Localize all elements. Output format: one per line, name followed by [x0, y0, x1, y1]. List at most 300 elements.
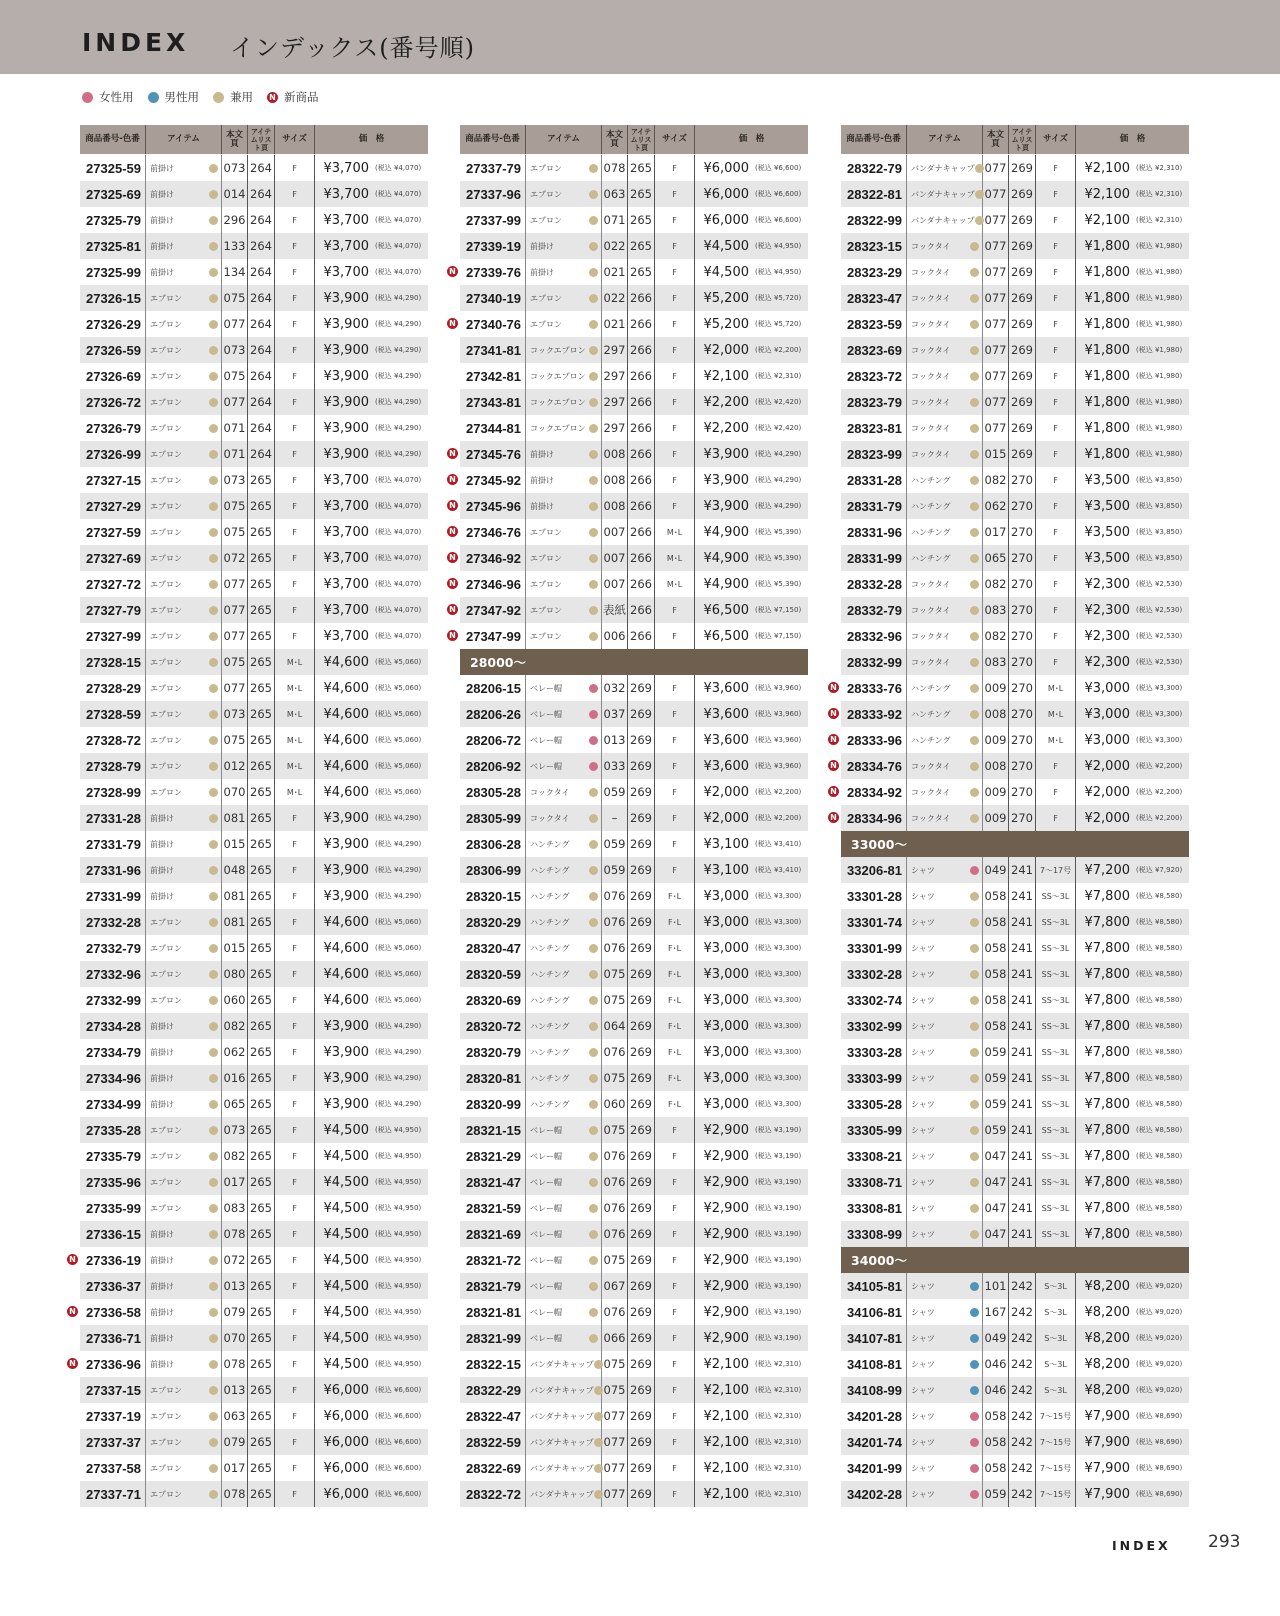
size-cell: F: [275, 155, 315, 181]
price-with-tax: (税込 ¥4,290): [375, 346, 422, 354]
item-cell: [146, 285, 222, 311]
price-cell: [315, 857, 428, 883]
price: ¥6,000: [323, 1460, 369, 1476]
list-page-cell: 269: [1009, 207, 1036, 233]
size-cell: F: [655, 1195, 695, 1221]
product-number: 28306-99: [460, 857, 526, 883]
item-cell: [146, 1143, 222, 1169]
item-name: 前掛け: [150, 1359, 174, 1369]
item-name: ベレー帽: [530, 1333, 562, 1343]
price: ¥2,100: [1084, 212, 1130, 228]
header-product-number: 商品番号-色番: [841, 125, 907, 154]
item-name: エプロン: [150, 917, 182, 927]
price-cell: [695, 1013, 808, 1039]
product-number: 27337-58: [80, 1455, 146, 1481]
product-number: 27334-96: [80, 1065, 146, 1091]
price-with-tax: (税込 ¥4,950): [375, 1308, 422, 1316]
unisex-dot-icon: [589, 632, 598, 641]
price: ¥4,500: [323, 1356, 369, 1372]
table-row: [841, 233, 1189, 259]
unisex-dot-icon: [209, 1204, 218, 1213]
price-with-tax: (税込 ¥2,200): [1136, 814, 1183, 822]
price-cell: [1076, 1143, 1189, 1169]
price-with-tax: (税込 ¥9,020): [1136, 1334, 1183, 1342]
item-name: バンダナキャップ: [911, 189, 975, 199]
product-number: 28320-69: [460, 987, 526, 1013]
price-with-tax: (税込 ¥4,950): [375, 1126, 422, 1134]
item-cell: [146, 545, 222, 571]
item-cell: [907, 467, 983, 493]
price: ¥4,500: [323, 1304, 369, 1320]
price-with-tax: (税込 ¥4,290): [375, 424, 422, 432]
unisex-dot-icon: [209, 1022, 218, 1031]
unisex-dot-icon: [209, 1438, 218, 1447]
page-number-cell: 059: [983, 1091, 1009, 1117]
item-cell: [907, 441, 983, 467]
item-name: ハンチング: [530, 891, 570, 901]
item-name: ベレー帽: [530, 1125, 562, 1135]
item-name: エプロン: [150, 1385, 182, 1395]
item-cell: [146, 961, 222, 987]
list-page-cell: 269: [628, 1169, 655, 1195]
list-page-cell: 265: [248, 519, 275, 545]
item-cell: [907, 857, 983, 883]
list-page-cell: 269: [1009, 155, 1036, 181]
unisex-dot-icon: [209, 372, 218, 381]
product-number: 33305-28: [841, 1091, 907, 1117]
page-number: 293: [1208, 1532, 1241, 1552]
list-page-cell: 269: [1009, 181, 1036, 207]
product-number: 27328-79: [80, 753, 146, 779]
item-name: ハンチング: [911, 553, 951, 563]
item-cell: [526, 1377, 602, 1403]
item-name: ベレー帽: [530, 1151, 562, 1161]
product-number: 28333-92: [841, 701, 907, 727]
size-cell: F: [1036, 805, 1076, 831]
price-cell: [695, 1299, 808, 1325]
size-cell: SS～3L: [1036, 1195, 1076, 1221]
item-cell: [146, 233, 222, 259]
product-number: 28332-79: [841, 597, 907, 623]
list-page-cell: 270: [1009, 779, 1036, 805]
size-cell: 7～15号: [1036, 1481, 1076, 1507]
size-cell: F: [1036, 415, 1076, 441]
price: ¥2,100: [703, 1382, 749, 1398]
list-page-cell: 265: [248, 1091, 275, 1117]
price-with-tax: (税込 ¥3,190): [755, 1256, 802, 1264]
item-name: ベレー帽: [530, 1229, 562, 1239]
product-number: 28305-28: [460, 779, 526, 805]
list-page-cell: 270: [1009, 753, 1036, 779]
page-number-cell: 008: [602, 441, 628, 467]
price: ¥3,700: [323, 212, 369, 228]
price: ¥4,500: [703, 238, 749, 254]
size-cell: M･L: [275, 727, 315, 753]
list-page-cell: 241: [1009, 961, 1036, 987]
list-page-cell: 269: [628, 1377, 655, 1403]
table-row: [841, 155, 1189, 181]
unisex-dot-icon: [209, 970, 218, 979]
price: ¥2,900: [703, 1304, 749, 1320]
size-cell: F: [655, 441, 695, 467]
item-cell: [146, 1299, 222, 1325]
price: ¥4,600: [323, 966, 369, 982]
price: ¥2,000: [1084, 758, 1130, 774]
size-cell: F: [275, 1039, 315, 1065]
size-cell: F: [655, 1221, 695, 1247]
size-cell: F: [275, 1273, 315, 1299]
item-cell: [146, 675, 222, 701]
price: ¥4,600: [323, 914, 369, 930]
page-number-cell: 062: [983, 493, 1009, 519]
price-cell: [315, 181, 428, 207]
unisex-dot-icon: [970, 554, 979, 563]
table-row: [841, 623, 1189, 649]
unisex-dot-icon: [589, 1204, 598, 1213]
item-name: コックタイ: [530, 813, 570, 823]
table-row: [80, 1169, 428, 1195]
item-name: シャツ: [911, 995, 935, 1005]
price-cell: [1076, 1481, 1189, 1507]
table-row: [460, 1091, 808, 1117]
price-cell: [315, 779, 428, 805]
page-number-cell: 059: [602, 831, 628, 857]
item-name: シャツ: [911, 1151, 935, 1161]
item-cell: [907, 909, 983, 935]
price-with-tax: (税込 ¥5,060): [375, 944, 422, 952]
table-header: [460, 125, 808, 154]
product-number: 27345-96: [460, 493, 526, 519]
product-number: 27336-19: [80, 1247, 146, 1273]
page-number-cell: 067: [602, 1273, 628, 1299]
size-cell: F: [275, 285, 315, 311]
item-name: コックタイ: [911, 579, 951, 589]
item-name: コックタイ: [911, 345, 951, 355]
price-with-tax: (税込 ¥3,850): [1136, 554, 1183, 562]
unisex-dot-icon: [209, 216, 218, 225]
price-cell: [1076, 207, 1189, 233]
new-badge-icon: N: [828, 734, 839, 745]
product-number: 28305-99: [460, 805, 526, 831]
item-cell: [146, 727, 222, 753]
size-cell: F: [655, 1481, 695, 1507]
unisex-dot-icon: [970, 528, 979, 537]
price-with-tax: (税込 ¥1,980): [1136, 320, 1183, 328]
price: ¥2,200: [703, 394, 749, 410]
table-row: [80, 1091, 428, 1117]
page-number-cell: 167: [983, 1299, 1009, 1325]
table-row: [449, 467, 808, 493]
size-cell: M･L: [1036, 727, 1076, 753]
product-number: 28322-81: [841, 181, 907, 207]
women-dot-icon: [82, 92, 93, 103]
price: ¥3,600: [703, 758, 749, 774]
price: ¥3,000: [703, 888, 749, 904]
page-number-cell: 059: [983, 1039, 1009, 1065]
item-name: エプロン: [530, 163, 562, 173]
product-number: 28331-96: [841, 519, 907, 545]
price: ¥3,700: [323, 524, 369, 540]
price-with-tax: (税込 ¥4,290): [375, 294, 422, 302]
product-number: 27328-29: [80, 675, 146, 701]
product-number: 28322-69: [460, 1455, 526, 1481]
page-number-cell: 076: [602, 935, 628, 961]
page-number-cell: 081: [222, 805, 248, 831]
price-cell: [695, 1351, 808, 1377]
price: ¥4,500: [323, 1122, 369, 1138]
price-cell: [315, 519, 428, 545]
size-cell: F: [1036, 233, 1076, 259]
price-with-tax: (税込 ¥4,290): [375, 814, 422, 822]
item-cell: [146, 1351, 222, 1377]
page-number-cell: 072: [222, 1247, 248, 1273]
item-cell: [907, 753, 983, 779]
price-with-tax: (税込 ¥3,300): [755, 996, 802, 1004]
size-cell: F: [1036, 181, 1076, 207]
price: ¥3,700: [323, 238, 369, 254]
size-cell: F: [655, 233, 695, 259]
item-cell: [146, 571, 222, 597]
unisex-dot-icon: [970, 346, 979, 355]
table-row: [460, 831, 808, 857]
table-row: [80, 545, 428, 571]
item-name: コックタイ: [911, 371, 951, 381]
price: ¥7,800: [1084, 1070, 1130, 1086]
price-with-tax: (税込 ¥6,600): [755, 216, 802, 224]
product-number: 27326-72: [80, 389, 146, 415]
price-cell: [1076, 1325, 1189, 1351]
women-dot-icon: [589, 762, 598, 771]
page-number-cell: 077: [983, 207, 1009, 233]
item-cell: [526, 1013, 602, 1039]
price-cell: [315, 259, 428, 285]
price-with-tax: (税込 ¥2,530): [1136, 632, 1183, 640]
price-with-tax: (税込 ¥8,580): [1136, 1230, 1183, 1238]
item-name: コックタイ: [530, 787, 570, 797]
table-row: [841, 961, 1189, 987]
page-number-cell: 071: [222, 415, 248, 441]
item-name: シャツ: [911, 1047, 935, 1057]
product-number: 27337-19: [80, 1403, 146, 1429]
page-number-cell: 077: [983, 233, 1009, 259]
table-row: [449, 493, 808, 519]
product-number: 28323-81: [841, 415, 907, 441]
unisex-dot-icon: [970, 1230, 979, 1239]
page-number-cell: 063: [222, 1403, 248, 1429]
table-row: [841, 1039, 1189, 1065]
size-cell: F: [1036, 649, 1076, 675]
price-with-tax: (税込 ¥4,290): [375, 892, 422, 900]
size-cell: SS～3L: [1036, 1117, 1076, 1143]
price-with-tax: (税込 ¥2,310): [755, 1360, 802, 1368]
page-number-cell: 058: [983, 1429, 1009, 1455]
item-cell: [146, 467, 222, 493]
price: ¥6,000: [703, 160, 749, 176]
product-number: 27327-79: [80, 597, 146, 623]
item-cell: [146, 1455, 222, 1481]
product-number: 27335-28: [80, 1117, 146, 1143]
table-row: [460, 1403, 808, 1429]
size-cell: F: [655, 181, 695, 207]
price-with-tax: (税込 ¥3,960): [755, 736, 802, 744]
item-name: ハンチング: [911, 475, 951, 485]
item-cell: [146, 753, 222, 779]
price-cell: [315, 1039, 428, 1065]
item-name: エプロン: [150, 579, 182, 589]
price-with-tax: (税込 ¥2,310): [755, 1412, 802, 1420]
price-cell: [1076, 909, 1189, 935]
unisex-dot-icon: [589, 1152, 598, 1161]
item-name: 前掛け: [530, 501, 554, 511]
table-row: [80, 311, 428, 337]
price-with-tax: (税込 ¥4,070): [375, 242, 422, 250]
size-cell: F: [275, 831, 315, 857]
unisex-dot-icon: [970, 684, 979, 693]
price-with-tax: (税込 ¥6,600): [375, 1438, 422, 1446]
page-number-cell: 008: [602, 467, 628, 493]
item-name: ハンチング: [530, 839, 570, 849]
table-row: [80, 1221, 428, 1247]
price: ¥2,300: [1084, 654, 1130, 670]
unisex-dot-icon: [209, 1074, 218, 1083]
men-dot-icon: [970, 1282, 979, 1291]
new-badge-icon: N: [447, 578, 458, 589]
price: ¥4,500: [323, 1226, 369, 1242]
list-page-cell: 265: [248, 1195, 275, 1221]
page-number-cell: 076: [602, 1299, 628, 1325]
product-number: 28331-79: [841, 493, 907, 519]
price-cell: [1076, 311, 1189, 337]
product-number: 27336-15: [80, 1221, 146, 1247]
item-name: コックタイ: [911, 657, 951, 667]
price-with-tax: (税込 ¥4,950): [375, 1256, 422, 1264]
size-cell: SS～3L: [1036, 987, 1076, 1013]
price-with-tax: (税込 ¥1,980): [1136, 242, 1183, 250]
page-number-cell: 022: [602, 233, 628, 259]
page-number-cell: 077: [602, 1429, 628, 1455]
list-page-cell: 241: [1009, 935, 1036, 961]
price-with-tax: (税込 ¥4,070): [375, 606, 422, 614]
price: ¥4,600: [323, 706, 369, 722]
item-name: バンダナキャップ: [911, 215, 975, 225]
unisex-dot-icon: [209, 1256, 218, 1265]
price-with-tax: (税込 ¥1,980): [1136, 450, 1183, 458]
item-cell: [146, 701, 222, 727]
product-number: 27335-96: [80, 1169, 146, 1195]
price: ¥7,800: [1084, 888, 1130, 904]
table-row: [80, 1455, 428, 1481]
unisex-dot-icon: [209, 1490, 218, 1499]
price: ¥6,000: [703, 186, 749, 202]
price: ¥3,900: [323, 290, 369, 306]
list-page-cell: 264: [248, 415, 275, 441]
table-row: [841, 571, 1189, 597]
unisex-dot-icon: [970, 1126, 979, 1135]
page-number-cell: 077: [222, 389, 248, 415]
price-with-tax: (税込 ¥5,060): [375, 762, 422, 770]
unisex-dot-icon: [209, 1308, 218, 1317]
page-number-cell: 077: [983, 181, 1009, 207]
size-cell: F: [275, 545, 315, 571]
size-cell: F: [655, 1117, 695, 1143]
price-with-tax: (税込 ¥8,690): [1136, 1412, 1183, 1420]
page-number-cell: 008: [983, 701, 1009, 727]
page-number-cell: 077: [602, 1455, 628, 1481]
table-row: [841, 1091, 1189, 1117]
price: ¥2,100: [703, 1460, 749, 1476]
product-number: 28323-59: [841, 311, 907, 337]
item-cell: [526, 857, 602, 883]
list-page-cell: 241: [1009, 909, 1036, 935]
item-name: コックタイ: [911, 449, 951, 459]
size-cell: F: [1036, 259, 1076, 285]
page-number-cell: 058: [983, 909, 1009, 935]
item-cell: [526, 415, 602, 441]
page-number-cell: 077: [222, 571, 248, 597]
product-number: 27327-29: [80, 493, 146, 519]
price-cell: [1076, 1091, 1189, 1117]
product-number: 28323-15: [841, 233, 907, 259]
price: ¥2,300: [1084, 602, 1130, 618]
price: ¥3,900: [323, 888, 369, 904]
table-row: [841, 1299, 1189, 1325]
item-cell: [907, 883, 983, 909]
item-cell: [146, 597, 222, 623]
item-cell: [907, 493, 983, 519]
table-row: [80, 649, 428, 675]
price-cell: [1076, 363, 1189, 389]
page-number-cell: 297: [602, 389, 628, 415]
price: ¥2,000: [703, 810, 749, 826]
unisex-dot-icon: [970, 762, 979, 771]
size-cell: F: [655, 1325, 695, 1351]
size-cell: M･L: [655, 519, 695, 545]
price-with-tax: (税込 ¥8,580): [1136, 944, 1183, 952]
page-number-cell: 077: [983, 389, 1009, 415]
unisex-dot-icon: [209, 658, 218, 667]
item-name: シャツ: [911, 1021, 935, 1031]
page-number-cell: 017: [222, 1455, 248, 1481]
price: ¥4,600: [323, 654, 369, 670]
price: ¥2,100: [1084, 186, 1130, 202]
price-cell: [315, 545, 428, 571]
item-name: シャツ: [911, 1437, 935, 1447]
price: ¥2,900: [703, 1330, 749, 1346]
product-number: 28323-79: [841, 389, 907, 415]
size-cell: F: [1036, 155, 1076, 181]
list-page-cell: 269: [628, 701, 655, 727]
product-number: 28322-15: [460, 1351, 526, 1377]
item-name: バンダナキャップ: [530, 1385, 594, 1395]
new-badge-icon: N: [447, 552, 458, 563]
header-list-page: アイテムリスト頁: [1009, 125, 1036, 154]
list-page-cell: 265: [248, 1455, 275, 1481]
list-page-cell: 241: [1009, 1013, 1036, 1039]
price: ¥7,800: [1084, 1200, 1130, 1216]
product-number: 27347-99: [460, 623, 526, 649]
unisex-dot-icon: [589, 970, 598, 979]
price-with-tax: (税込 ¥4,290): [375, 866, 422, 874]
page-number-cell: 075: [602, 1247, 628, 1273]
item-cell: [146, 493, 222, 519]
item-cell: [146, 337, 222, 363]
size-cell: F･L: [655, 883, 695, 909]
price: ¥6,000: [703, 212, 749, 228]
page-number-cell: 060: [222, 987, 248, 1013]
item-cell: [907, 1117, 983, 1143]
header-item: アイテム: [907, 125, 983, 154]
item-cell: [526, 467, 602, 493]
